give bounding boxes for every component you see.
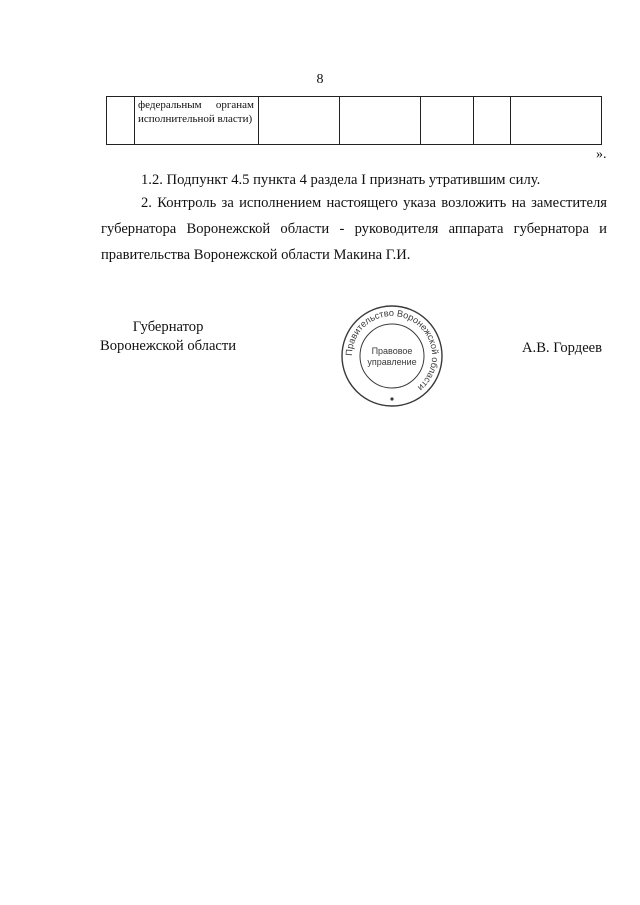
table-cell-empty [340, 97, 421, 145]
seal-inner-ring [360, 324, 424, 388]
table-cell-text: федеральным органам исполнительной власти) [135, 97, 259, 145]
table-cell-empty [511, 97, 602, 145]
signatory-position [100, 318, 236, 356]
table-cell-empty [107, 97, 135, 145]
official-seal [340, 304, 444, 408]
table-row [107, 97, 602, 145]
seal-star [390, 397, 393, 400]
closing-quote: ». [596, 147, 607, 162]
seal-inner-line-2: управление [367, 357, 417, 367]
page-number: 8 [316, 72, 324, 87]
seal-inner-line-1: Правовое [371, 346, 413, 356]
table-cell-empty [259, 97, 340, 145]
paragraph-1-2: 1.2. Подпункт 4.5 пункта 4 раздела I признать утратившим силу. [141, 172, 541, 188]
seal-outer-text: Правительство Воронежской области [343, 307, 441, 394]
seal-outer-ring [342, 306, 442, 406]
signatory-name: А.В. Гордеев [522, 340, 603, 356]
position-line-2: Воронежской области [100, 338, 237, 354]
table-cell-empty [474, 97, 511, 145]
table-cell-empty [421, 97, 474, 145]
paragraph-2: 2. Контроль за исполнением настоящего указа возложить на заместителя губернатора Воронежской области - руководителя аппарата губернатора и правительства Воронежской области Макина Г.И. [101, 195, 607, 263]
table-fragment [106, 96, 602, 145]
position-line-1: Губернатор [132, 319, 204, 335]
